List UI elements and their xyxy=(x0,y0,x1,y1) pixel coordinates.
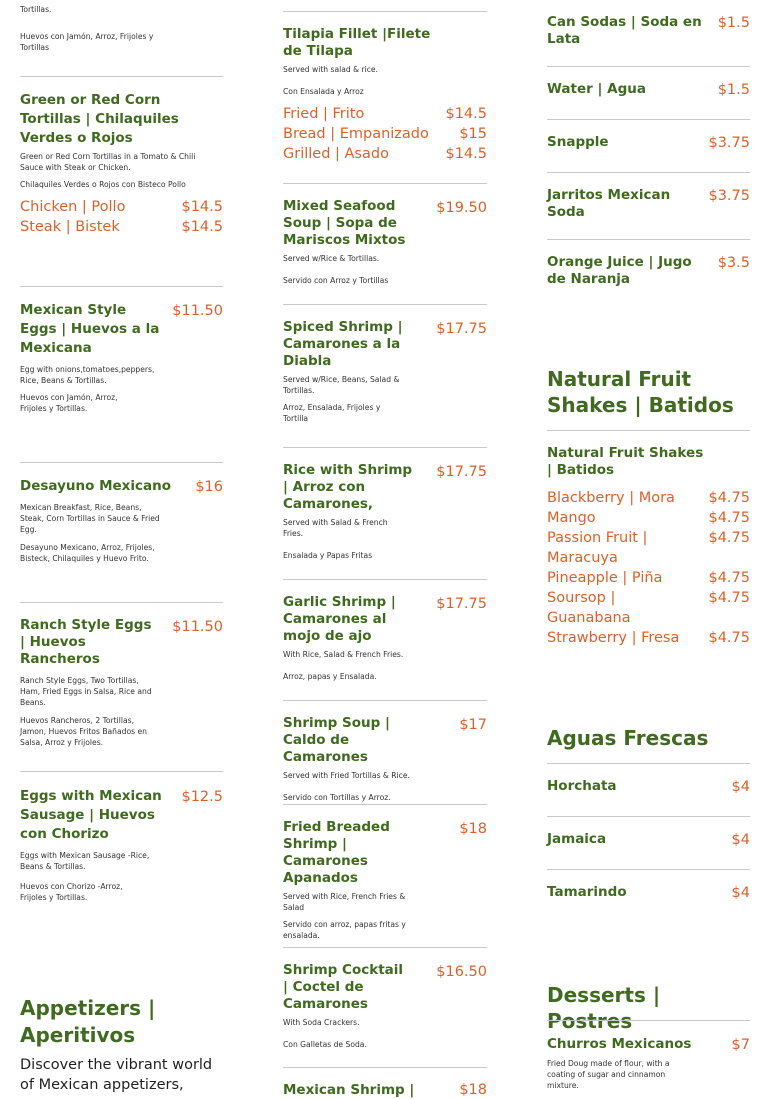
item-price: $3.5 xyxy=(717,255,750,271)
divider xyxy=(547,119,750,120)
option-strawberry[interactable] xyxy=(547,628,750,648)
section-title: Desserts | Postres xyxy=(547,983,661,1033)
option-label: Fried | Frito xyxy=(283,106,365,122)
item-price: $4 xyxy=(731,779,750,795)
menu-item-chilaquiles[interactable] xyxy=(20,91,223,237)
item-name: Churros Mexicanos xyxy=(547,1036,692,1052)
divider xyxy=(547,172,750,173)
option-label: Steak | Bistek xyxy=(20,219,120,235)
divider xyxy=(20,76,223,77)
item-description: Served with salad & rice. xyxy=(283,65,378,74)
item-description: Served w/Rice, Beans, Salad & Tortillas. xyxy=(283,375,400,395)
item-name: Tilapia Fillet |Filete de Tilapa xyxy=(283,26,431,59)
menu-item-huevos-chorizo[interactable] xyxy=(20,787,223,903)
item-description-es: Desayuno Mexicano, Arroz, Frijoles, Bisteck, Chilaquiles y Huevo Frito. xyxy=(20,543,155,563)
option-passion-fruit[interactable] xyxy=(547,528,750,568)
option-label: Blackberry | Mora xyxy=(547,490,675,506)
option-price: $4.75 xyxy=(708,530,750,546)
item-description: Served with Rice, French Fries & Salad xyxy=(283,892,406,912)
option-label: Strawberry | Fresa xyxy=(547,630,680,646)
item-description-es: Ensalada y Papas Fritas xyxy=(283,551,373,560)
option-list xyxy=(20,197,223,237)
item-name: Shrimp Cocktail | Coctel de Camarones xyxy=(283,962,404,1012)
menu-item-desayuno[interactable] xyxy=(20,478,223,564)
menu-item-jarritos[interactable] xyxy=(547,187,750,221)
divider xyxy=(283,1067,487,1068)
item-name: Water | Agua xyxy=(547,81,646,97)
option-steak[interactable] xyxy=(20,217,223,237)
item-name: Jarritos Mexican Soda xyxy=(547,187,671,220)
menu-item-can-soda[interactable] xyxy=(547,14,750,48)
menu-item-snapple[interactable] xyxy=(547,134,750,151)
section-fruit-shakes xyxy=(547,366,750,418)
item-price: $18 xyxy=(459,1082,487,1098)
menu-item-breaded-shrimp[interactable] xyxy=(283,819,487,941)
section-aguas-frescas xyxy=(547,725,750,751)
divider xyxy=(20,602,223,603)
divider xyxy=(20,771,223,772)
option-chicken[interactable] xyxy=(20,197,223,217)
item-description: Egg with onions,tomatoes,peppers, Rice, Beans & Tortillas. xyxy=(20,365,155,385)
item-name: Tamarindo xyxy=(547,884,627,900)
option-blackberry[interactable] xyxy=(547,488,750,508)
item-price: $16 xyxy=(195,479,223,495)
item-description: Mexican Breakfast, Rice, Beans, Steak, Corn Tortillas in Sauce & Fried Egg. xyxy=(20,503,160,534)
option-price: $4.75 xyxy=(708,490,750,506)
menu-item-jamaica[interactable] xyxy=(547,831,750,848)
item-price: $11.50 xyxy=(172,303,223,319)
item-price: $4 xyxy=(731,885,750,901)
item-name: Ranch Style Eggs | Huevos Rancheros xyxy=(20,617,152,667)
item-name: Mixed Seafood Soup | Sopa de Mariscos Mixtos xyxy=(283,198,406,248)
option-label: Passion Fruit | Maracuya xyxy=(547,530,648,566)
item-price: $19.50 xyxy=(436,200,487,216)
item-price: $3.75 xyxy=(708,188,750,204)
item-price: $18 xyxy=(459,821,487,837)
item-name: Rice with Shrimp | Arroz con Camarones, xyxy=(283,462,413,512)
section-desserts xyxy=(547,982,750,1034)
item-price: $4 xyxy=(731,832,750,848)
item-name: Garlic Shrimp | Camarones al mojo de ajo xyxy=(283,594,396,644)
item-description-es: Chilaquiles Verdes o Rojos con Bisteco Pollo xyxy=(20,180,186,189)
option-fried[interactable] xyxy=(283,104,487,124)
item-price: $7 xyxy=(731,1037,750,1053)
menu-item-rice-shrimp[interactable] xyxy=(283,462,487,561)
item-name: Jamaica xyxy=(547,831,607,847)
option-price: $4.75 xyxy=(708,510,750,526)
item-name: Orange Juice | Jugo de Naranja xyxy=(547,254,692,287)
item-price: $11.50 xyxy=(172,619,223,635)
section-title: Natural Fruit Shakes | Batidos xyxy=(547,367,734,417)
divider xyxy=(283,947,487,948)
item-price: $3.75 xyxy=(708,135,750,151)
item-description-es: Servido con arroz, papas fritas y ensalada. xyxy=(283,920,406,940)
divider xyxy=(283,304,487,305)
divider xyxy=(547,66,750,67)
item-price: $17.75 xyxy=(436,464,487,480)
item-name: Mexican Style Eggs | Huevos a la Mexicana xyxy=(20,302,160,356)
option-label: Bread | Empanizado xyxy=(283,126,429,142)
divider xyxy=(547,763,750,764)
option-mango[interactable] xyxy=(547,508,750,528)
option-soursop[interactable] xyxy=(547,588,750,628)
item-price: $12.5 xyxy=(181,789,223,805)
item-description: Eggs with Mexican Sausage -Rice, Beans & Tortillas. xyxy=(20,851,150,871)
option-price: $15 xyxy=(459,126,487,142)
divider xyxy=(283,700,487,701)
option-label: Mango xyxy=(547,510,596,526)
item-price: $1.5 xyxy=(717,15,750,31)
item-price: $17.75 xyxy=(436,321,487,337)
section-appetizers xyxy=(20,995,223,1095)
section-title: Aguas Frescas xyxy=(547,726,709,750)
divider xyxy=(283,804,487,805)
item-description: Ranch Style Eggs, Two Tortillas, Ham, Fried Eggs in Salsa, Rice and Beans. xyxy=(20,676,152,707)
divider xyxy=(547,239,750,240)
item-name: Mexican Shrimp | xyxy=(283,1082,415,1098)
item-name: Spiced Shrimp | Camarones a la Diabla xyxy=(283,319,403,369)
divider xyxy=(283,183,487,184)
menu-item-shrimp-cocktail[interactable] xyxy=(283,962,487,1050)
option-price: $14.5 xyxy=(181,219,223,235)
option-list xyxy=(547,488,750,648)
option-label: Grilled | Asado xyxy=(283,146,389,162)
item-description-es: Con Galletas de Soda. xyxy=(283,1040,367,1049)
menu-item-garlic-shrimp[interactable] xyxy=(283,594,487,682)
option-label: Soursop | Guanabana xyxy=(547,590,631,626)
menu-item-fruit-shakes[interactable] xyxy=(547,445,750,648)
divider xyxy=(547,869,750,870)
divider xyxy=(283,579,487,580)
item-name: Green or Red Corn Tortillas | Chilaquiles Verdes o Rojos xyxy=(20,92,179,146)
menu-item-churros[interactable] xyxy=(547,1036,750,1091)
item-name: Fried Breaded Shrimp | Camarones Apanados xyxy=(283,819,390,886)
item-price: $17 xyxy=(459,717,487,733)
item-description-es: Arroz, papas y Ensalada. xyxy=(283,672,377,681)
item-description: Served with Salad & French Fries. xyxy=(283,518,388,538)
item-price: $1.5 xyxy=(717,82,750,98)
item-description-es: Huevos Rancheros, 2 Tortillas, Jamon, Huevos Fritos Bañados en Salsa, Arroz y Frijoles. xyxy=(20,716,147,747)
item-price: $16.50 xyxy=(436,964,487,980)
option-label: Pineapple | Piña xyxy=(547,570,663,586)
divider xyxy=(20,286,223,287)
option-pineapple[interactable] xyxy=(547,568,750,588)
divider xyxy=(283,447,487,448)
item-name: Horchata xyxy=(547,778,617,794)
divider xyxy=(547,816,750,817)
option-list xyxy=(283,104,487,164)
menu-item-huevos-mexicana[interactable] xyxy=(20,301,223,414)
item-description: Tortillas. xyxy=(20,5,52,14)
option-label: Chicken | Pollo xyxy=(20,199,126,215)
option-price: $4.75 xyxy=(708,630,750,646)
item-price: $17.75 xyxy=(436,596,487,612)
menu-item-diabla[interactable] xyxy=(283,319,487,424)
menu-item-orange-juice[interactable] xyxy=(547,254,750,288)
menu-item-rancheros[interactable] xyxy=(20,617,223,748)
item-description-es: Huevos con Jamón, Arroz, Frijoles y Tortillas xyxy=(20,32,154,52)
item-name: Desayuno Mexicano xyxy=(20,478,172,494)
item-description-es: Servido con Tortillas y Arroz. xyxy=(283,793,391,802)
option-price: $14.5 xyxy=(445,106,487,122)
menu-item-shrimp-soup[interactable] xyxy=(283,715,487,803)
section-title: Appetizers | Aperitivos xyxy=(20,996,156,1047)
menu-item-horchata[interactable] xyxy=(547,778,750,795)
item-description: Green or Red Corn Tortillas in a Tomato & Chili Sauce with Steak or Chicken. xyxy=(20,152,196,172)
divider xyxy=(283,11,487,12)
menu-item-seafood-soup[interactable] xyxy=(283,198,487,286)
option-price: $14.5 xyxy=(445,146,487,162)
divider xyxy=(547,1020,750,1021)
option-price: $14.5 xyxy=(181,199,223,215)
item-description: With Soda Crackers. xyxy=(283,1018,360,1027)
menu-item-tilapia[interactable] xyxy=(283,26,487,164)
menu-item-mexican-shrimp[interactable] xyxy=(283,1082,487,1099)
item-description: Served with Fried Tortillas & Rice. xyxy=(283,771,410,780)
menu-item-water[interactable] xyxy=(547,81,750,98)
item-description-es: Servido con Arroz y Tortillas xyxy=(283,276,389,285)
item-description-es: Con Ensalada y Arroz xyxy=(283,87,364,96)
item-name: Eggs with Mexican Sausage | Huevos con Chorizo xyxy=(20,788,162,842)
item-description-es: Huevos con Chorizo -Arroz, Frijoles y Tortillas. xyxy=(20,882,123,902)
menu-item-tamarindo[interactable] xyxy=(547,884,750,901)
option-price: $4.75 xyxy=(708,590,750,606)
option-grilled[interactable] xyxy=(283,144,487,164)
item-name: Can Sodas | Soda en Lata xyxy=(547,14,702,47)
item-name: Shrimp Soup | Caldo de Camarones xyxy=(283,715,390,765)
item-description-es: Huevos con Jamón, Arroz, Frijoles y Tortillas. xyxy=(20,393,118,413)
divider xyxy=(20,462,223,463)
option-price: $4.75 xyxy=(708,570,750,586)
item-description: With Rice, Salad & French Fries. xyxy=(283,650,404,659)
divider xyxy=(547,430,750,431)
item-description: Fried Doug made of flour, with a coating of sugar and cinnamon mixture. xyxy=(547,1059,670,1090)
item-description: Served w/Rice & Tortillas. xyxy=(283,254,380,263)
item-name: Snapple xyxy=(547,134,609,150)
item-description-es: Arroz, Ensalada, Frijoles y Tortilla xyxy=(283,403,381,423)
section-intro: Discover the vibrant world of Mexican appetizers, xyxy=(20,1057,213,1093)
item-name: Natural Fruit Shakes | Batidos xyxy=(547,445,704,478)
option-bread[interactable] xyxy=(283,124,487,144)
